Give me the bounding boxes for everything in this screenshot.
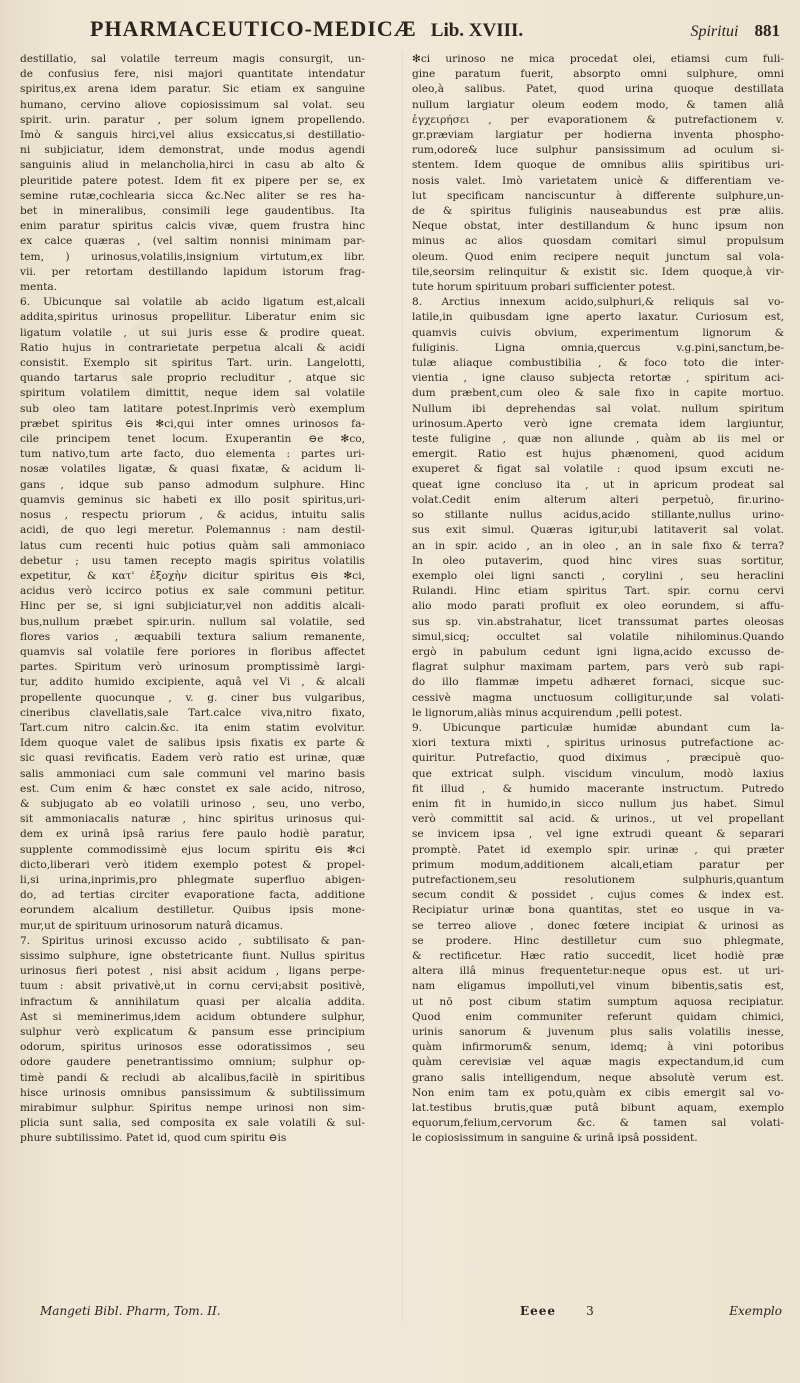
text-line: nam eligamus impolluti,vel vinum bibentis,satis est, [412,980,784,993]
text-line: oleo,à salibus. Patet, quod urina quoque destillata [412,83,784,96]
text-line: semine rutæ,cochlearia sicca &c.Nec aliter se res ha- [20,189,365,202]
text-line: quiritur. Putrefactio, quod diximus , præcipuè quo- [412,752,784,765]
text-line: sanguinis aliud in melancholia,hirci in casu ab alto & [20,159,365,172]
text-line: ergò in pabulum cedunt igni ligna,acido excusso de- [412,645,784,658]
text-line: mur,ut de spirituum urinosorum naturâ dicamus. [20,919,284,932]
text-line: flagrat sulphur maximam partem, pars verò sub rapi- [412,661,784,674]
text-line: spiritum volatilem dimittit, neque idem sal volatile [20,387,365,400]
text-line: sus sp. vin.abstrahatur, licet transsumat partes oleosas [412,615,784,628]
text-line: so stillante nullus acidus,acido stillante,nullus urino- [412,509,784,522]
text-line: promptè. Patet id exemplo spir. urinæ , qui præter [412,843,784,856]
text-line: propellente quocunque , v. g. ciner bus vulgaribus, [20,691,365,704]
text-line: sulphur verò explicatum & pansum esse principium [20,1026,365,1038]
text-line: quàm infirmorum& senum, idemq; à vini potoribus [412,1041,784,1054]
text-line: mirabimur sulphur. Spiritus nempe urinosi non sim- [20,1102,365,1115]
text-line: fit illud , & humido macerante instructum. Putredo [412,782,784,795]
text-line: do, ad tertias circiter evaporatione facta, additione [20,889,365,902]
text-line: Ast si meminerimus,idem acidum obtundere sulphur, [20,1010,365,1023]
text-line: cessivè magma unctuosum colligitur,unde sal volati- [412,691,784,704]
text-line: tute horum spirituum probari sufficienter potest. [412,281,676,294]
text-line: quamvis geminus sic habeti ex illo posit spiritus,uri- [20,493,365,506]
text-line: pleuritide patere potest. Idem fit ex pipere per se, ex [20,174,365,187]
text-line: secum condit & possidet , cujus comes & index est. [412,889,784,902]
text-line: quando tartarus sale proprio recluditur , atque sic [20,372,365,385]
text-line: acidi, de quo legi meretur. Polemannus : nam destil- [20,524,365,537]
text-line: enim paratur spiritus calcis vivæ, quem frustra hinc [20,220,365,233]
text-line: minus ac alios quosdam comitari simul propulsum [412,235,784,248]
text-line: tulæ aliaque combustibilia , & foco toto die inter- [412,357,784,370]
page-number: 881 [754,21,780,40]
text-line: quàm cerevisiæ vel aquæ magis expectandum,id cum [412,1056,784,1069]
text-line: Hinc per se, si igni subjiciatur,vel non additis alcali- [20,600,365,613]
text-line: debetur ; usu tamen recepto magis spiritus volatilis [20,554,365,567]
text-line: 8. Arctius innexum acido,sulphuri,& reliquis sal vo- [412,296,784,309]
text-line: latile,in quibusdam igne aperto laxatur. Curiosum est, [412,311,784,324]
text-line: Tart.cum nitro calcin.&c. ita enim statim evolvitur. [20,721,365,734]
text-line: menta. [20,281,58,294]
text-line: sic quasi revificatis. Eadem verò ratio est urinæ, quæ [20,752,365,765]
text-line: emergit. Ratio est hujus phænomeni, quod acidum [412,448,784,461]
text-line: fuliginis. Ligna omnia,quercus v.g.pini,sanctum,be- [412,341,784,354]
text-line: verò committit sal acid. & urinos., ut vel propellant [412,813,784,826]
text-line: queat igne concluso ita , ut in apricum prodeat sal [412,478,784,491]
running-head-section: Spiritui [690,23,739,40]
text-line: ex calce quæras , (vel saltim nonnisi minimam par- [20,235,365,248]
text-line: xiori textura mixti , spiritus urinosus putrefactione ac- [412,737,784,750]
text-line: & subjugato ab eo volatili urinoso , seu, uno verbo, [20,797,365,810]
text-line: humano, cervino aliove copiosissimum sal volat. seu [20,98,365,111]
text-line: & rectificetur. Hæc ratio succedit, licet hodiè præ [412,949,784,962]
text-line: grano salis intelligendum, neque absolutè verum est. [412,1071,784,1084]
running-head-book: Lib. XVIII. [430,20,524,41]
text-line: de confusius fere, nisi majori quantitate intendatur [20,68,365,81]
text-line: tem, ) urinosus,volatilis,insignium virtutum,ex libr. [20,250,365,263]
text-line: ut nō post cibum statim sumptum aquosa recipiatur. [412,995,784,1008]
text-line: oleum. Quod enim recipere nequit junctum sal vola- [412,250,784,263]
text-line: supplente commodissimè ejus locum spiritu ⊖is ✻ci [20,843,365,856]
text-line: odorum, spiritus urinosos esse odoratissimos , seu [20,1041,365,1054]
text-line: sus exit simul. Quæras igitur,ubi latitaverit sal volat. [412,524,784,537]
text-line: 6. Ubicunque sal volatile ab acido ligatum est,alcali [20,296,365,309]
text-line: gine paratum fuerit, absorpto omni sulphure, omni [412,68,784,81]
text-line: quamvis cuivis obvium, experimentum lignorum & [412,326,784,339]
text-line: dicto,liberari verò itidem exemplo potest & propel- [20,858,365,871]
right-column [412,52,784,1147]
text-line: stentem. Idem quoque de omnibus aliis spiritibus uri- [412,159,784,172]
text-line: gr.præviam largiatur per hodierna inventa phospho- [412,129,784,142]
column-gutter [402,52,403,1322]
text-line: 9. Ubicunque particulæ humidæ abundant cum la- [412,721,784,734]
signature-mark: Eeee [520,1304,557,1318]
text-line: sissimo sulphure, igne obstetricante fiunt. Nullus spiritus [20,949,365,962]
text-line: Imò & sanguis hirci,vel alius exsiccatus,si destillatio- [20,129,365,142]
text-line: urinis sanorum & juvenum plus salis volatilis inesse, [412,1026,784,1038]
text-line: simul,sicq; occultet sal volatile nihilominus.Quando [412,630,784,643]
text-line: ✻ci urinoso ne mica procedat olei, etiamsi cum fuli- [412,53,784,65]
text-line: bus,nullum præbet spir.urin. nullum sal volatile, sed [20,615,365,628]
text-line: destillatio, sal volatile terreum magis consurgit, un- [20,53,365,65]
text-line: nosus , respectu priorum , & acidus, intuitu salis [20,509,365,522]
text-line: odore gaudere penetrantissimo omnium; sulphur op- [20,1056,365,1069]
text-line: timè pandi & recludi ab alcalibus,facilè in spiritibus [20,1071,365,1084]
catchword: Exemplo [729,1304,782,1318]
text-line: latus cum recenti huic potius quàm sali ammoniaco [20,539,365,552]
text-line: dum præbent,cum oleo & sale fixo in capite mortuo. [412,387,784,400]
text-line: Neque obstat, inter destillandum & hunc ipsum non [412,220,784,233]
text-line: altera illâ minus frequentetur:neque opus est. ut uri- [412,965,784,978]
text-line: spiritus,ex arena idem paratur. Sic etiam ex sanguine [20,83,365,96]
footer-source: Mangeti Bibl. Pharm, Tom. II. [40,1304,221,1318]
text-line: ni subjiciatur, idem demonstrat, unde modus agendi [20,144,365,157]
text-line: flores varios , æquabili textura salium remanente, [20,630,365,643]
running-head-title: PHARMACEUTICO-MEDICÆ [90,16,417,41]
text-line: lat.testibus brutis,quæ putâ bibunt aquam, exemplo [412,1102,784,1115]
text-line: nosis valet. Imò varietatem unicè & differentiam ve- [412,174,784,187]
text-line: salis ammoniaci cum sale communi vel marino basis [20,767,365,780]
text-line: Rulandi. Hinc etiam spiritus Tart. spir. cornu cervi [412,585,784,598]
running-head [90,16,780,50]
text-line: se terreo aliove , donec fœtere incipiat & urinosi as [412,919,784,932]
text-line: cineribus clavellatis,sale Tart.calce viva,nitro fixato, [20,706,365,719]
text-line: le copiosissimum in sanguine & urinâ ipsâ possident. [412,1132,698,1145]
text-line: sit ammoniacalis naturæ , hinc spiritus urinosus qui- [20,813,365,826]
text-line: Ratio hujus in contrarietate perpetua alcali & acidi [20,341,365,354]
text-line: equorum,felium,cervorum &c. & tamen sal volati- [412,1117,784,1130]
text-line: bet in mineralibus, consimili lege gaudentibus. Ita [20,205,365,218]
text-line: In oleo putaverim, quod hinc vires suas sortitur, [412,554,784,567]
text-line: Idem quoque valet de salibus ipsis fixatis ex parte & [20,737,365,750]
text-line: dem ex urinâ ipsâ rarius fere paulo hodiè paratur, [20,828,365,841]
text-line: primum modum,additionem alcali,etiam paratur per [412,858,784,871]
text-line: partes. Spiritum verò urinosum promptissimè largi- [20,661,365,674]
footer-right [520,1304,782,1318]
text-line: se invicem ipsa , vel igne extrudi queant & separari [412,828,784,841]
text-line: sub oleo tam latitare potest.Inprimis verò exemplum [20,402,365,415]
text-line: spirit. urin. paratur , per solum ignem propellendo. [20,113,365,126]
text-line: nullum largiatur oleum eodem modo, & tamen aliâ [412,98,784,111]
text-line: phure subtilissimo. Patet id, quod cum spiritu ⊖is [20,1132,287,1145]
text-line: ἐγχειρήσει , per evaporationem & putrefactionem v. [412,113,784,126]
text-line: tuum : absit privativè,ut in cornu cervi;absit positivè, [20,980,365,993]
text-line: urinosum.Aperto verò igne cremata idem largiuntur, [412,417,784,430]
text-line: Quod enim communiter referunt quidam chimici, [412,1010,784,1023]
text-line: li,si urina,inprimis,pro phlegmate superfluo abigen- [20,873,365,886]
text-line: exuperet & figat sal volatile : quod ipsum excuti ne- [412,463,784,476]
text-line: le lignorum,aliàs minus acquirendum ,pelli potest. [412,706,683,719]
text-line: tum nativo,tum arte facto, duo elementa : partes uri- [20,448,365,461]
text-line: enim fit in humido,in sicco nullum jus habet. Simul [412,797,784,810]
text-line: eorundem alcalium destilletur. Quibus ipsis mone- [20,904,365,917]
text-line: exemplo olei ligni sancti , corylini , seu heraclini [412,569,784,582]
text-line: tile,seorsim relinquitur & existit sic. Idem quoque,à vir- [412,265,784,278]
text-line: vientia , igne clauso subjecta retortæ , spiritum aci- [412,372,784,385]
signature-number: 3 [586,1304,594,1318]
text-line: volat.Cedit enim alterum alteri perpetuò, fir.urino- [412,493,784,506]
text-line: quamvis sal volatile fere poriores in floribus affectet [20,645,365,658]
text-line: lut specificam nanciscuntur à differente sulphure,un- [412,189,784,202]
left-column [20,52,365,1147]
text-line: nosæ volatiles ligatæ, & quasi fixatæ, & acidum li- [20,463,365,476]
text-line: putrefactionem,seu resolutionem sulphuris,quantum [412,873,784,886]
text-line: urinosus fieri potest , nisi absit acidum , ligans perpe- [20,965,365,978]
text-line: tur, addito humido excipiente, aquâ vel Vi , & alcali [20,676,365,689]
text-line: hisce urinosis omnibus pansissimum & subtilissimum [20,1086,365,1099]
text-line: de & spiritus fuliginis nauseabundus est præ aliis. [412,205,784,218]
text-line: Non enim tam ex potu,quàm ex cibis emergit sal vo- [412,1086,784,1099]
text-line: infractum & annihilatum quasi per alcalia addita. [20,995,365,1008]
text-line: gans , idque sub panso admodum sulphure. Hinc [20,478,365,491]
text-line: consistit. Exemplo sit spiritus Tart. urin. Langelotti, [20,357,365,370]
text-line: vii. per retortam destillando lapidum istorum frag- [20,265,365,278]
text-line: expetitur, & κατ' ἐξοχὴν dicitur spiritus ⊖is ✻ci, [20,569,365,582]
text-line: se prodere. Hinc destilletur cum suo phlegmate, [412,934,784,947]
text-line: an in spir. acido , an in oleo , an in sale fixo & terra? [412,539,784,552]
text-line: do illo flammæ impetu adhæret fornaci, sicque suc- [412,676,784,689]
text-line: alio modo parati profluit ex oleo eorundem, si affu- [412,600,784,613]
text-line: Recipiatur urinæ bona quantitas, stet eo usque in va- [412,904,784,917]
text-line: rum,odore& luce sulphur pansissimum ad oculum si- [412,144,784,157]
text-line: 7. Spiritus urinosi excusso acido , subtilisato & pan- [20,934,365,947]
text-line: cile principem tenet locum. Exuperantin ⊖e ✻co, [20,433,365,446]
text-line: addita,spiritus urinosus propellitur. Liberatur enim sic [20,311,365,324]
text-line: plicia sunt salia, sed composita ex sale volatili & sul- [20,1117,365,1130]
text-line: præbet spiritus ⊖is ✻ci,qui inter omnes urinosos fa- [20,417,365,430]
text-line: Nullum ibi deprehendas sal volat. nullum spiritum [412,402,784,415]
text-line: ligatum volatile , ut sui juris esse & prodire queat. [20,326,365,339]
text-line: acidus verò iccirco potius ex sale communi petitur. [20,585,365,598]
text-line: que extricat sulph. viscidum vinculum, modò laxius [412,767,784,780]
text-line: est. Cum enim & hæc constet ex sale acido, nitroso, [20,782,365,795]
text-line: teste fuligine , quæ non aliunde , quàm ab iis mel or [412,433,784,446]
